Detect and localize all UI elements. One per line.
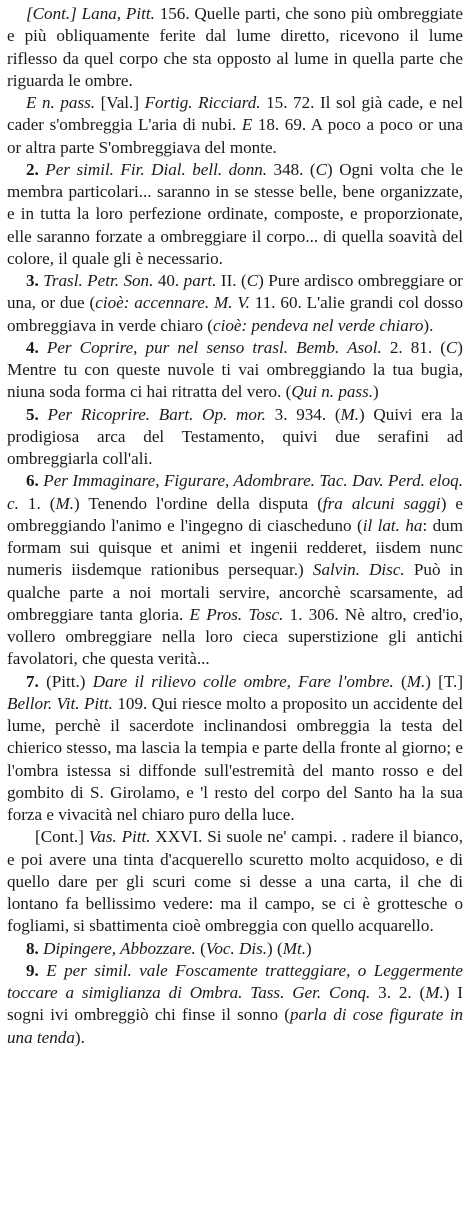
- text-run: 3. 2. (: [370, 983, 426, 1002]
- text-run: ) Mentre tu con queste nuvole ti vai ombreggiando la tua bugia, niuna soda forma ci hai ritratta del vero. (: [7, 337, 463, 402]
- text-run: ) Quivi era la prodigiosa arca del Testamento, quivi due serafini ad ombreggiarla coll'ali.: [7, 404, 463, 468]
- text-run: : dum formam sui quisque et animi et ingenii redderet, iisdem nunc numeris iisdemque rationibus persequar.): [7, 515, 463, 580]
- text-run: ): [305, 938, 312, 958]
- text-run: part.: [183, 271, 217, 290]
- text-run: (: [393, 671, 407, 691]
- text-run: 4.: [26, 337, 47, 357]
- text-run: Dare il rilievo colle ombre, Fare l'ombre.: [92, 671, 394, 691]
- text-run: Voc. Dis.: [205, 938, 268, 958]
- text-run: ): [373, 382, 379, 402]
- text-run: [Val.]: [95, 93, 145, 112]
- text-run: 40.: [153, 271, 184, 290]
- text-run: Per Ricoprire. Bart. Op. mor.: [47, 404, 266, 424]
- text-run: Vas. Pitt.: [88, 827, 151, 847]
- text-run: ) e ombreggiando l'animo e l'ingegno di ciascheduno (: [7, 493, 463, 535]
- entry-paragraph-p7: [7, 470, 463, 670]
- text-run: ) Pure ardisco ombreggiare or una, or due (: [7, 271, 463, 313]
- text-run: cioè: accennare. M. V.: [95, 293, 250, 313]
- text-run: ) (: [267, 938, 283, 958]
- entry-paragraph-p8: [7, 671, 463, 827]
- text-run: ) I sogni ivi ombreggiò chi finse il sonno (: [7, 983, 463, 1025]
- text-run: Mt.: [282, 938, 306, 958]
- text-run: 15. 72. Il sol già cade, e nel cader s'ombreggia L'aria di nubi.: [7, 93, 464, 135]
- text-run: E per simil. vale Foscamente tratteggiare, o Leggermente toccare a simiglianza di Ombra. Tass. Ger. Conq.: [7, 960, 464, 1002]
- text-run: 18. 69. A poco a poco or una or altra parte S'ombreggiava del monte.: [7, 115, 464, 157]
- text-run: E Pros. Tosc.: [189, 604, 284, 624]
- text-run: C: [445, 337, 458, 357]
- text-run: fra alcuni saggi: [322, 493, 441, 513]
- text-run: ) [T.]: [425, 671, 464, 691]
- text-run: 3. 934. (: [265, 404, 341, 424]
- text-run: Salvin. Disc.: [312, 560, 405, 580]
- text-run: 8.: [26, 938, 44, 958]
- text-run: parla di cose figurate in una tenda: [7, 1005, 464, 1047]
- text-run: ) Tenendo l'ordine della disputa (: [73, 493, 323, 513]
- text-run: Per Coprire, pur nel senso trasl. Bemb. Asol.: [46, 337, 382, 357]
- text-run: C: [315, 159, 328, 179]
- text-run: (: [195, 938, 206, 958]
- text-run: Per simil. Fir. Dial. bell. donn.: [45, 159, 268, 179]
- entry-paragraph-p9: [7, 826, 463, 937]
- text-run: 1. (: [18, 493, 56, 513]
- text-run: C: [246, 271, 259, 290]
- text-run: 348. (: [267, 159, 316, 179]
- text-run: (Pitt.): [46, 671, 93, 691]
- text-run: M.: [55, 493, 74, 513]
- text-run: 7.: [26, 671, 47, 691]
- text-run: [Cont.]: [35, 827, 89, 847]
- text-run: 2. 81. (: [381, 337, 446, 357]
- text-run: Bellor. Vit. Pitt.: [7, 693, 113, 713]
- dictionary-entry-body: [7, 3, 463, 1049]
- text-run: M.: [406, 671, 426, 691]
- entry-paragraph-p10: [7, 938, 463, 960]
- text-run: M.: [425, 983, 444, 1002]
- text-run: Qui n. pass.: [291, 382, 373, 402]
- entry-paragraph-p5: [7, 337, 463, 404]
- text-run: 3.: [26, 271, 44, 290]
- text-run: 109. Qui riesce molto a proposito un accidente del lume, perchè il sacerdote inclinandosi ombreggia la testa del chierico stesso, ma lascia la tempia e parte della fronte al giorno; e l'ombra istessa si diffonde sull'estremità del manto rosso e del gombito di S. Girolamo, e 'l resto del corpo del Santo ha la sua forza e vivacità nel chiaro puro della luce.: [7, 693, 463, 824]
- text-run: ) Ogni volta che le membra particolari... saranno in se stesse belle, bene organizzate, e in tutta la loro perfezione ordinate, composte, e proporzionate, elle saranno forzate a ombreggiare il corpo... di quella soavità del colore, il quale gli è necessario.: [7, 159, 464, 268]
- text-run: Per Immaginare, Figurare, Adombrare. Tac. Dav. Perd. eloq. c.: [7, 471, 464, 513]
- text-run: Dipingere, Abbozzare.: [43, 938, 196, 958]
- text-run: Lana, Pitt.: [81, 4, 155, 23]
- text-run: ).: [74, 1027, 85, 1047]
- text-run: [Cont.]: [26, 4, 82, 23]
- text-run: cioè: pendeva nel verde chiaro: [213, 315, 424, 335]
- entry-paragraph-p11: [7, 960, 463, 1049]
- text-run: E n. pass.: [26, 93, 96, 112]
- entry-paragraph-p1: [7, 3, 463, 92]
- text-run: II. (: [216, 271, 247, 290]
- text-run: E: [241, 115, 253, 135]
- text-run: 11. 60. L'alie grandi col dosso ombreggiava in verde chiaro (: [7, 293, 464, 335]
- entry-paragraph-p3: [7, 159, 463, 270]
- text-run: 1. 306. Nè altro, cred'io, vollero ombreggiare nella loro cieca superstizione gli antichi favolatori, che questa verità...: [7, 604, 463, 669]
- text-run: XXVI. Si suole ne' campi. . radere il bianco, e poi avere una tinta d'acquerello scuretto molto acquidoso, e di quello dare per gli scuri come si desse a una carta, il che di lontano fa bellissimo vedere: ma il campo, se ci è grottesche o fogliami, si sbattimenta cioè ombreggia con quello acquarello.: [7, 827, 463, 936]
- text-run: 6.: [26, 471, 44, 491]
- text-run: 9.: [26, 960, 47, 980]
- entry-paragraph-p4: [7, 270, 463, 337]
- text-run: 5.: [26, 404, 48, 424]
- text-run: il lat. ha: [362, 515, 423, 535]
- text-run: Fortig. Ricciard.: [144, 93, 261, 112]
- text-run: 156. Quelle parti, che sono più ombreggiate e più obliquamente ferite dal lume diretto, ricevono il lume riflesso da quel corpo che sta opposto al lume in quella parte che riguarda le ombre.: [7, 4, 463, 90]
- text-run: Può in qualche parte a noi mortali servire, ancorchè scarsamente, ad ombreggiare tanta gloria.: [7, 560, 463, 624]
- text-run: Trasl. Petr. Son.: [43, 271, 154, 290]
- text-run: 2.: [26, 159, 46, 179]
- entry-paragraph-p2: [7, 92, 463, 159]
- text-run: M.: [340, 404, 360, 424]
- text-run: ).: [423, 315, 434, 335]
- entry-paragraph-p6: [7, 404, 463, 471]
